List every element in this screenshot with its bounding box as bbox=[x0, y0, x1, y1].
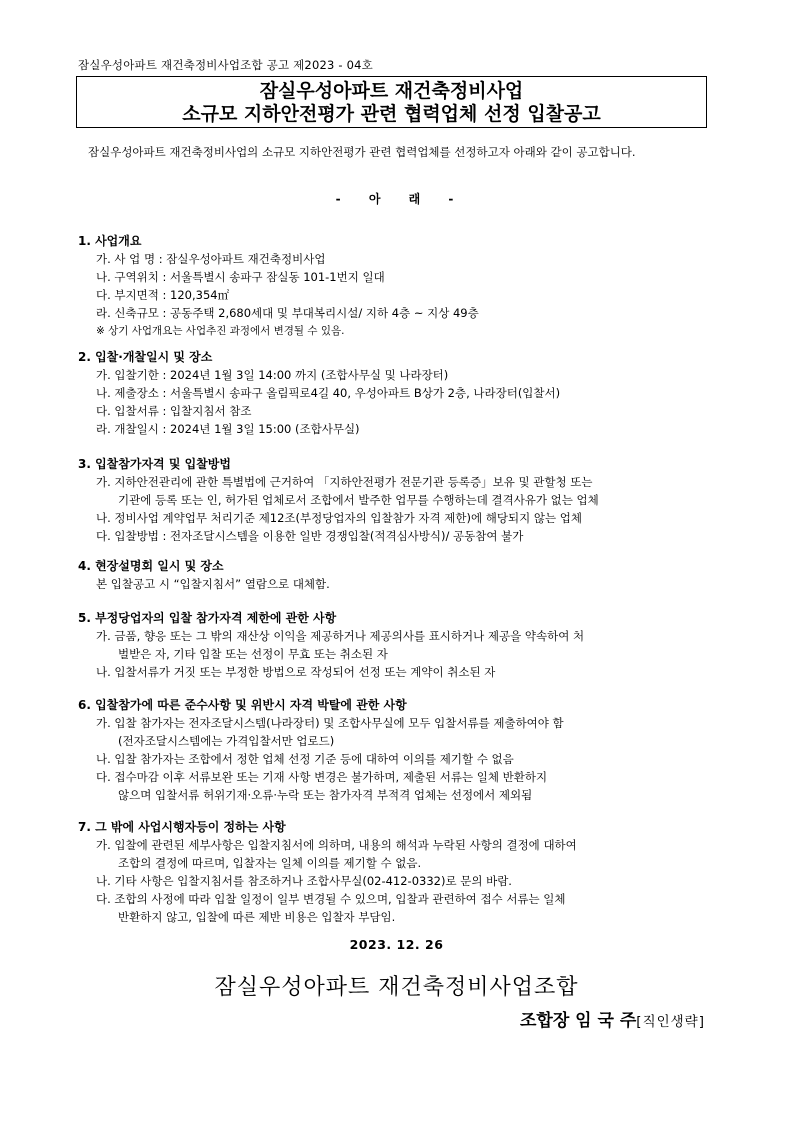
chairman-name: 조합장 임 국 주 bbox=[520, 1011, 637, 1031]
section-heading: 2. 입찰·개찰일시 및 장소 bbox=[78, 350, 213, 364]
section-line: 가. 지하안전관리에 관한 특별법에 근거하여 「지하안전평가 전문기관 등록증」보유 및 관할청 또는 bbox=[96, 475, 593, 489]
section-business-overview bbox=[78, 232, 728, 340]
section-compliance bbox=[78, 696, 728, 804]
section-line: 본 입찰공고 시 “입찰지침서” 열람으로 대체함. bbox=[96, 577, 330, 591]
section-line: 라. 개찰일시 : 2024년 1월 3일 15:00 (조합사무실) bbox=[96, 422, 360, 436]
title-box bbox=[76, 76, 707, 128]
section-heading: 3. 입찰참가자격 및 입찰방법 bbox=[78, 457, 231, 471]
section-line-continued: (전자조달시스템에는 가격입찰서만 업로드) bbox=[118, 734, 335, 748]
section-line: 가. 금품, 향응 또는 그 밖의 재산상 이익을 제공하거나 제공의사를 표시하거나 제공을 약속하여 처 bbox=[96, 629, 585, 643]
seal-note: [직인생략] bbox=[636, 1014, 705, 1030]
title-line-2: 소규모 지하안전평가 관련 협력업체 선정 입찰공고 bbox=[182, 103, 601, 125]
arae-heading: - 아 래 - bbox=[335, 192, 458, 206]
section-line: 나. 구역위치 : 서울특별시 송파구 잠실동 101-1번지 일대 bbox=[96, 270, 385, 284]
section-heading: 5. 부정당업자의 입찰 참가자격 제한에 관한 사항 bbox=[78, 611, 337, 625]
section-line: 라. 신축규모 : 공동주택 2,680세대 및 부대복리시설/ 지하 4층 ~ 지상 49층 bbox=[96, 306, 479, 320]
section-restrictions bbox=[78, 609, 728, 681]
section-eligibility bbox=[78, 455, 728, 545]
notice-date: 2023. 12. 26 bbox=[349, 937, 444, 952]
section-line-continued: 반환하지 않고, 입찰에 따른 제반 비용은 입찰자 부담임. bbox=[118, 910, 396, 924]
organization-name: 잠실우성아파트 재건축정비사업조합 bbox=[214, 975, 579, 1000]
section-line: 다. 조합의 사정에 따라 입찰 일정이 일부 변경될 수 있으며, 입찰과 관련하여 접수 서류는 일체 bbox=[96, 892, 566, 906]
section-line: 나. 입찰서류가 거짓 또는 부정한 방법으로 작성되어 선정 또는 계약이 취소된 자 bbox=[96, 665, 496, 679]
section-bid-schedule bbox=[78, 348, 728, 438]
section-line: 가. 사 업 명 : 잠실우성아파트 재건축정비사업 bbox=[96, 252, 326, 266]
section-line: 나. 정비사업 계약업무 처리기준 제12조(부정당업자의 입찰참가 자격 제한)에 해당되지 않는 업체 bbox=[96, 511, 582, 525]
section-line: 다. 입찰방법 : 전자조달시스템을 이용한 일반 경쟁입찰(적격심사방식)/ 공동참여 불가 bbox=[96, 529, 524, 543]
section-heading: 1. 사업개요 bbox=[78, 234, 142, 248]
section-line: 나. 기타 사항은 입찰지침서를 참조하거나 조합사무실(02-412-0332)로 문의 바람. bbox=[96, 874, 512, 888]
section-line: 가. 입찰에 관련된 세부사항은 입찰지침서에 의하며, 내용의 해석과 누락된 사항의 결정에 대하여 bbox=[96, 838, 577, 852]
section-line: 나. 제출장소 : 서울특별시 송파구 올림픽로4길 40, 우성아파트 B상가 2층, 나라장터(입찰서) bbox=[96, 386, 561, 400]
section-heading: 4. 현장설명회 일시 및 장소 bbox=[78, 559, 224, 573]
notice-number: 잠실우성아파트 재건축정비사업조합 공고 제2023 - 04호 bbox=[78, 58, 373, 72]
section-other-matters bbox=[78, 818, 728, 926]
section-line-continued: 기관에 등록 또는 인, 허가된 업체로서 조합에서 발주한 업무를 수행하는데 결격사유가 없는 업체 bbox=[118, 493, 599, 507]
section-line-continued: 않으며 입찰서류 허위기재·오류·누락 또는 참가자격 부적격 업체는 선정에서 제외됨 bbox=[118, 788, 533, 802]
section-heading: 6. 입찰참가에 따른 준수사항 및 위반시 자격 박탈에 관한 사항 bbox=[78, 698, 407, 712]
section-line: 나. 입찰 참가자는 조합에서 정한 업체 선정 기준 등에 대하여 이의를 제기할 수 없음 bbox=[96, 752, 514, 766]
section-line: 다. 부지면적 : 120,354㎡ bbox=[96, 288, 230, 302]
section-note: ※ 상기 사업개요는 사업추진 과정에서 변경될 수 있음. bbox=[96, 325, 345, 337]
section-line: 가. 입찰 참가자는 전자조달시스템(나라장터) 및 조합사무실에 모두 입찰서류를 제출하여야 함 bbox=[96, 716, 564, 730]
section-line: 다. 입찰서류 : 입찰지침서 참조 bbox=[96, 404, 252, 418]
section-line: 다. 접수마감 이후 서류보완 또는 기재 사항 변경은 불가하며, 제출된 서류는 일체 반환하지 bbox=[96, 770, 548, 784]
intro-paragraph: 잠실우성아파트 재건축정비사업의 소규모 지하안전평가 관련 협력업체를 선정하고자 아래와 같이 공고합니다. bbox=[88, 145, 636, 159]
section-site-briefing bbox=[78, 557, 728, 593]
section-line: 가. 입찰기한 : 2024년 1월 3일 14:00 까지 (조합사무실 및 나라장터) bbox=[96, 368, 449, 382]
section-line-continued: 조합의 결정에 따르며, 입찰자는 일체 이의를 제기할 수 없음. bbox=[118, 856, 422, 870]
title-line-1: 잠실우성아파트 재건축정비사업 bbox=[259, 80, 524, 102]
section-heading: 7. 그 밖에 사업시행자등이 정하는 사항 bbox=[78, 820, 286, 834]
chairman-signature bbox=[520, 1006, 705, 1031]
section-line-continued: 벌받은 자, 기타 입찰 또는 선정이 무효 또는 취소된 자 bbox=[118, 647, 388, 661]
